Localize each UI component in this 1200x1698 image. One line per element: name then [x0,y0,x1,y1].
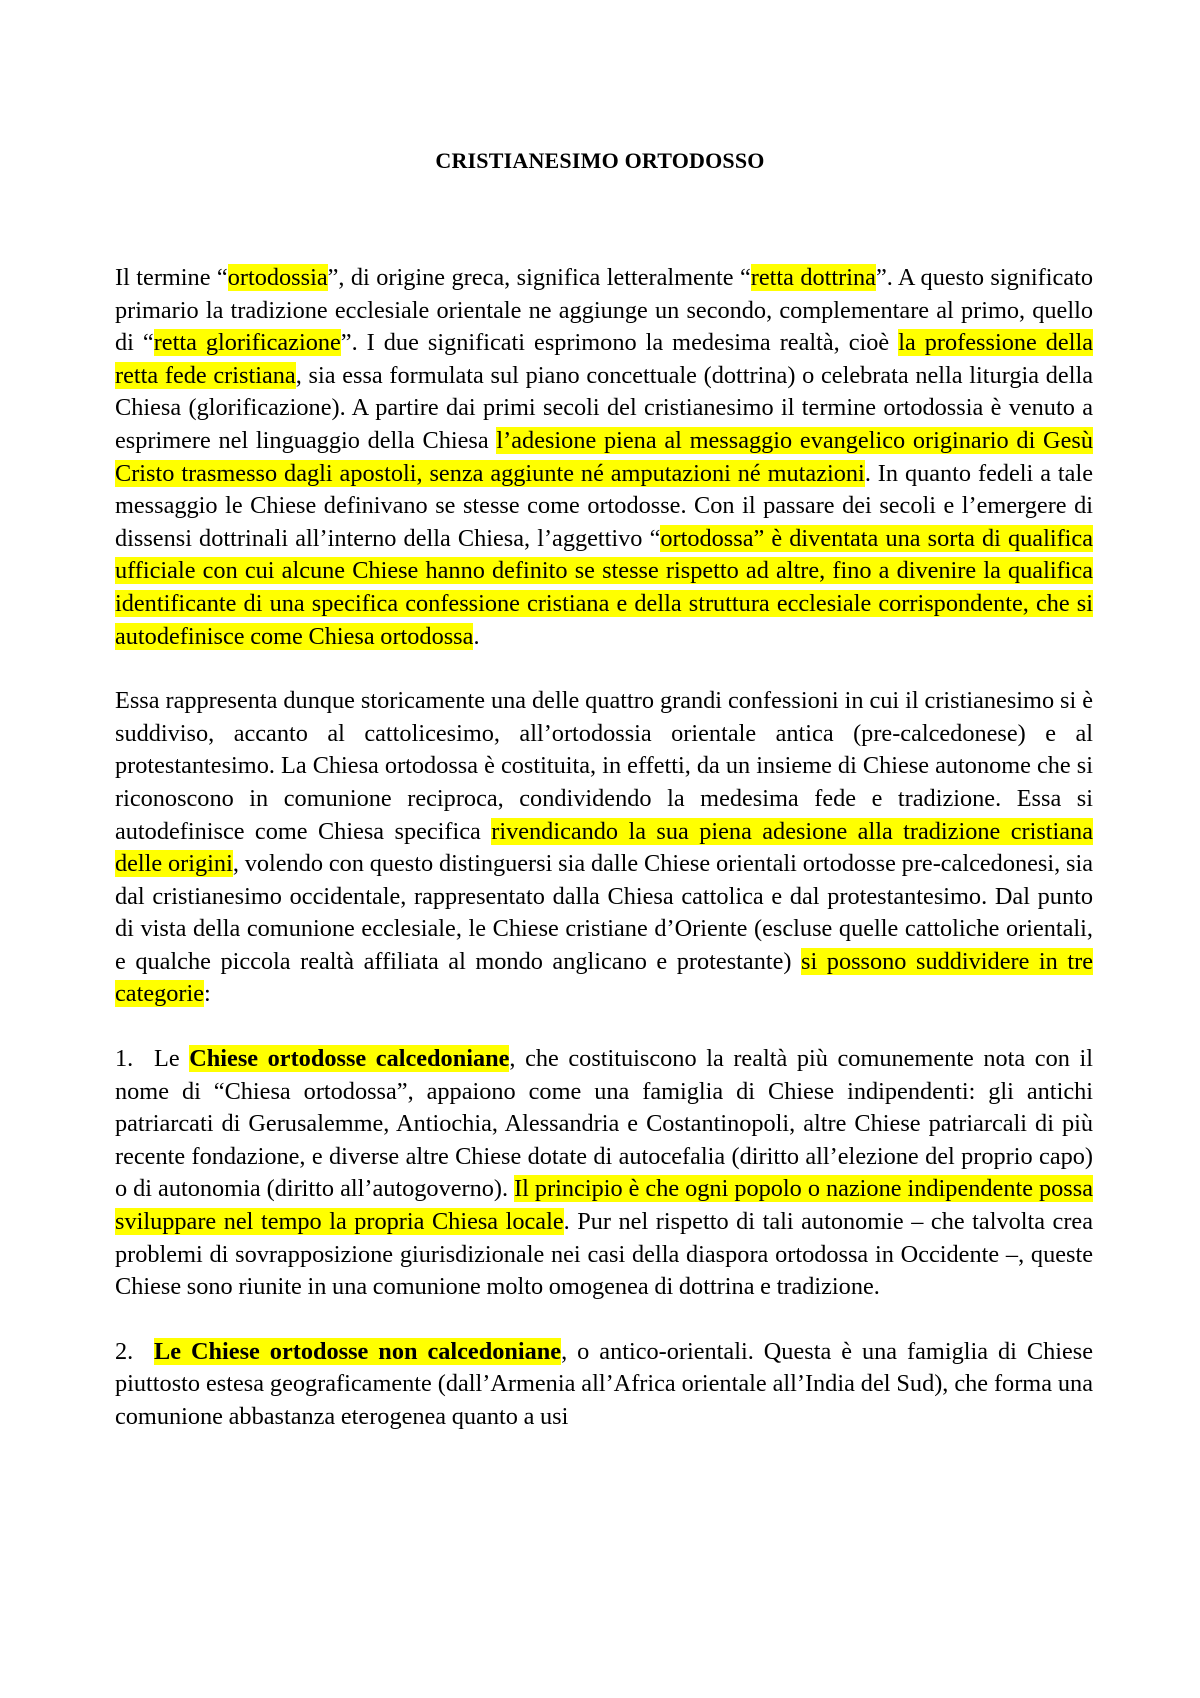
paragraph-1 [115,262,1093,653]
highlight: la professione della retta fede cristiana [115,329,1094,389]
list-number: 1. [115,1045,134,1073]
text-run: Essa rappresenta dunque storicamente una delle quattro grandi confessioni in cui il cristianesimo si è suddiviso, accanto al cattolicesimo, all’ortodossia orientale antica (pre-calcedonese) e al protestantesimo. La Chiesa ortodossa è costituita, in effetti, da un insieme di Chiese autonome che si riconoscono in comunione reciproca, condividendo la medesima fede e tradizione. Essa si autodefinisce come Chiesa specifica [115,687,1093,845]
highlight: rivendicando la sua piena adesione alla tradizione cristiana delle origini [115,817,1093,878]
text-run: . Pur nel rispetto di tali autonomie – che talvolta crea problemi di sovrapposizione giurisdizionale nei casi della diaspora ortodossa in Occidente –, queste Chiese sono riunite in una comunione molto omogenea di dottrina e tradizione. [115,1208,1093,1301]
highlight-bold: Le Chiese ortodosse non calcedoniane [154,1337,562,1365]
document-title: CRISTIANESIMO ORTODOSSO [435,148,765,173]
text-run: Il termine “ [115,264,228,291]
highlight: l’adesione piena al messaggio evangelico originario di Gesù Cristo trasmesso dagli apostoli, senza aggiunte né amputazioni né mutazioni [115,426,1093,487]
text-run: : [204,980,211,1008]
text-run: ”. A questo significato primario la tradizione ecclesiale orientale ne aggiunge un secondo, complementare al primo, quello di “ [115,264,1093,357]
paragraph-2 [115,685,1093,1011]
highlight: ortodossa” è diventata una sorta di qualifica ufficiale con cui alcune Chiese hanno definito se stesse rispetto ad altre, fino a divenire la qualifica identificante di una specifica confessione cristiana e della struttura ecclesiale corrispondente, che si autodefinisce come Chiesa ortodossa [115,524,1093,650]
highlight: retta dottrina [750,264,876,291]
text-run: . [473,622,480,650]
highlight-bold: Chiese ortodosse calcedoniane [189,1045,510,1073]
list-item-2 [115,1336,1093,1434]
text-run: , o antico-orientali. Questa è una famiglia di Chiese piuttosto estesa geograficamente (dall’Armenia all’Africa orientale all’India del Sud), che forma una comunione abbastanza eterogenea quanto a usi [115,1337,1093,1430]
text-run: ”, di origine greca, significa letteralmente “ [327,264,751,291]
text-run: Le [154,1045,190,1073]
document-body [115,262,1093,1466]
text-run: , volendo con questo distinguersi sia dalle Chiese orientali ortodosse pre-calcedonesi, sia dal cristianesimo occidentale, rappresentato dalla Chiesa cattolica e dal protestantesimo. Dal punto di vista della comunione ecclesiale, le Chiese cristiane d’Oriente (escluse quelle cattoliche orientali, e qualche piccola realtà affiliata al mondo anglicano e protestante) [115,850,1093,975]
highlight: ortodossia [227,264,328,291]
highlight: si possono suddividere in tre categorie [115,947,1093,1008]
text-run: . In quanto fedeli a tale messaggio le Chiese definivano se stesse come ortodosse. Con il passare dei secoli e l’emergere di dissensi dottrinali all’interno della Chiesa, l’aggettivo “ [115,459,1093,552]
highlight: Il principio è che ogni popolo o nazione indipendente possa sviluppare nel tempo la propria Chiesa locale [115,1175,1093,1236]
highlight: retta glorificazione [153,329,341,357]
list-item-1 [115,1043,1093,1304]
list-number: 2. [115,1337,134,1365]
text-run: , che costituiscono la realtà più comunemente nota con il nome di “Chiesa ortodossa”, appaiono come una famiglia di Chiese indipendenti: gli antichi patriarcati di Gerusalemme, Antiochia, Alessandria e Costantinopoli, altre Chiese patriarcali di più recente fondazione, e diverse altre Chiese dotate di autocefalia (diritto all’elezione del proprio capo) o di autonomia (diritto all’autogoverno). [115,1045,1093,1203]
text-run: ”. I due significati esprimono la medesima realtà, cioè [340,329,899,357]
text-run: , sia essa formulata sul piano concettuale (dottrina) o celebrata nella liturgia della Chiesa (glorificazione). A partire dai primi secoli del cristianesimo il termine ortodossia è venuto a esprimere nel linguaggio della Chiesa [115,361,1093,454]
